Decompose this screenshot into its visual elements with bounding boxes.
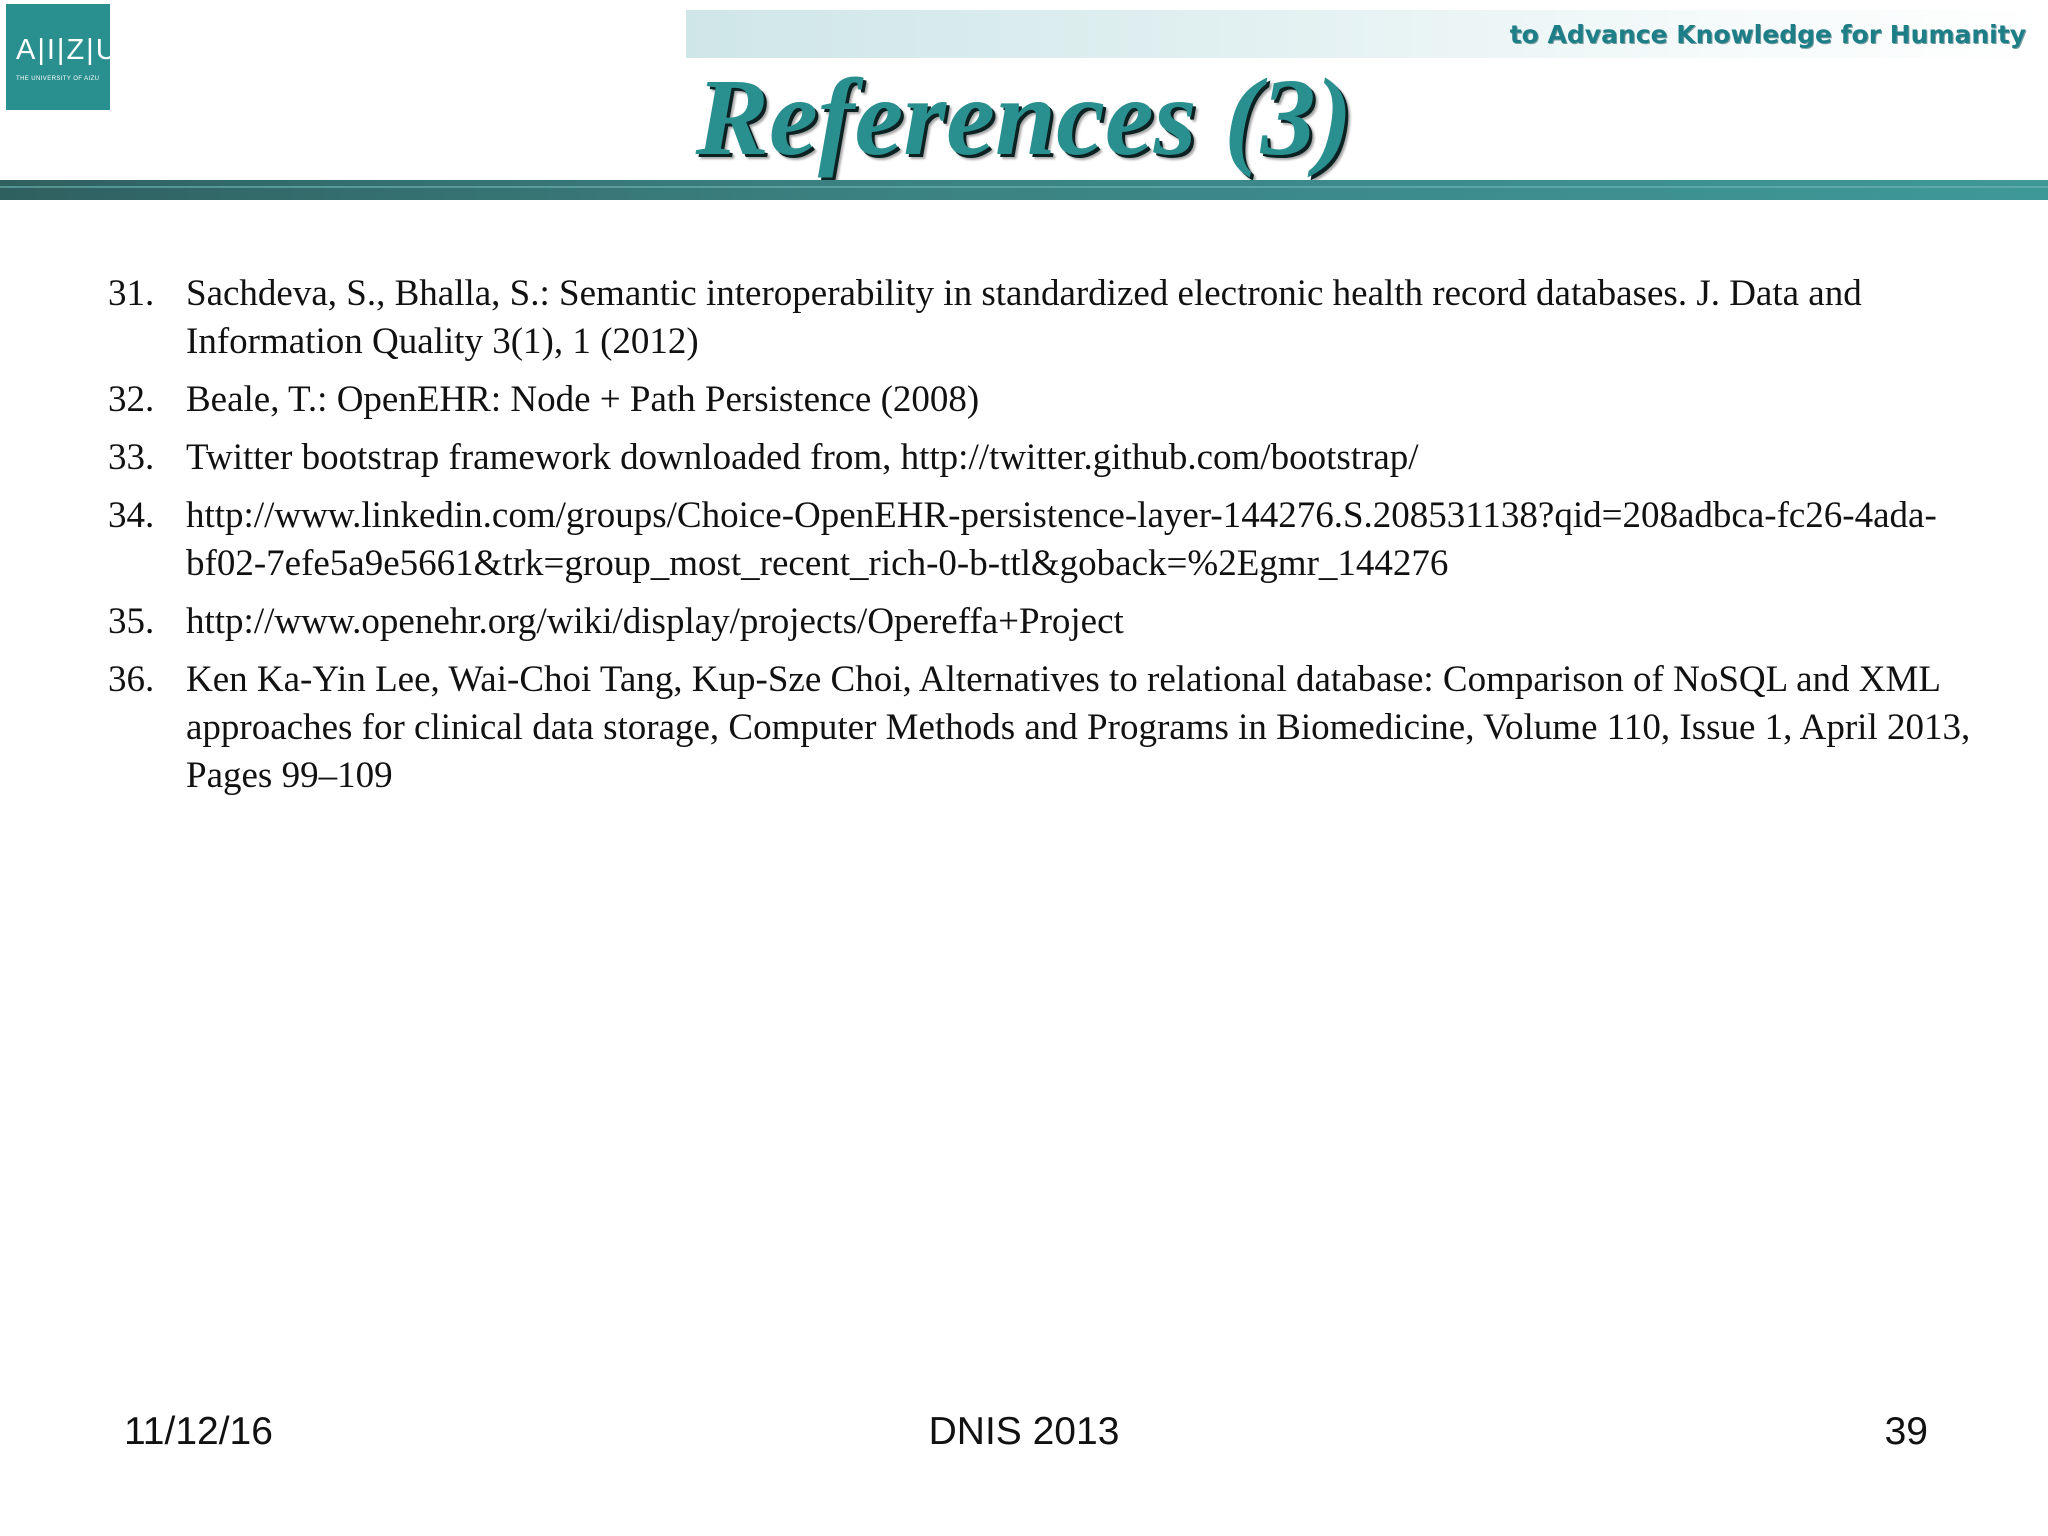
reference-text: http://www.openehr.org/wiki/display/projects/Opereffa+Project <box>186 601 1124 642</box>
footer-page-number: 39 <box>1884 1410 1928 1453</box>
reference-item <box>108 376 1988 424</box>
reference-item <box>108 598 1988 646</box>
reference-text: Beale, T.: OpenEHR: Node + Path Persistence (2008) <box>186 379 980 420</box>
reference-number: 32. <box>108 379 155 420</box>
tagline: to Advance Knowledge for Humanity <box>1509 20 2026 49</box>
reference-text: http://www.linkedin.com/groups/Choice-OpenEHR-persistence-layer-144276.S.208531138?qid=208adbca-fc26-4ada-bf02-7efe5a9e5661&trk=group_most_recent_rich-0-b-ttl&goback=%2Egmr_144276 <box>186 495 1937 584</box>
footer-date: 11/12/16 <box>124 1410 273 1453</box>
reference-item <box>108 270 1988 366</box>
reference-list <box>108 270 1988 810</box>
reference-number: 35. <box>108 601 155 642</box>
reference-number: 33. <box>108 437 155 478</box>
reference-item <box>108 492 1988 588</box>
reference-item <box>108 434 1988 482</box>
title-divider <box>0 180 2048 200</box>
footer-conference: DNIS 2013 <box>928 1410 1120 1453</box>
logo-mark: A|I|Z|U <box>16 34 119 66</box>
reference-item <box>108 656 1988 800</box>
logo-subtitle: THE UNIVERSITY OF AIZU <box>16 76 100 82</box>
title-divider-highlight <box>0 186 2048 188</box>
reference-text: Ken Ka-Yin Lee, Wai-Choi Tang, Kup-Sze Choi, Alternatives to relational database: Comparison of NoSQL and XML approaches for clinical data storage, Computer Methods and Programs in Biomedicine, Volume 110, Issue 1, April 2013, Pages 99–109 <box>186 659 1971 796</box>
reference-number: 34. <box>108 495 155 536</box>
reference-text: Twitter bootstrap framework downloaded from, http://twitter.github.com/bootstrap/ <box>186 437 1419 478</box>
reference-text: Sachdeva, S., Bhalla, S.: Semantic interoperability in standardized electronic health record databases. J. Data and Information Quality 3(1), 1 (2012) <box>186 273 1862 362</box>
reference-number: 31. <box>108 273 155 314</box>
reference-number: 36. <box>108 659 155 700</box>
slide-title: References (3) <box>695 56 1353 178</box>
